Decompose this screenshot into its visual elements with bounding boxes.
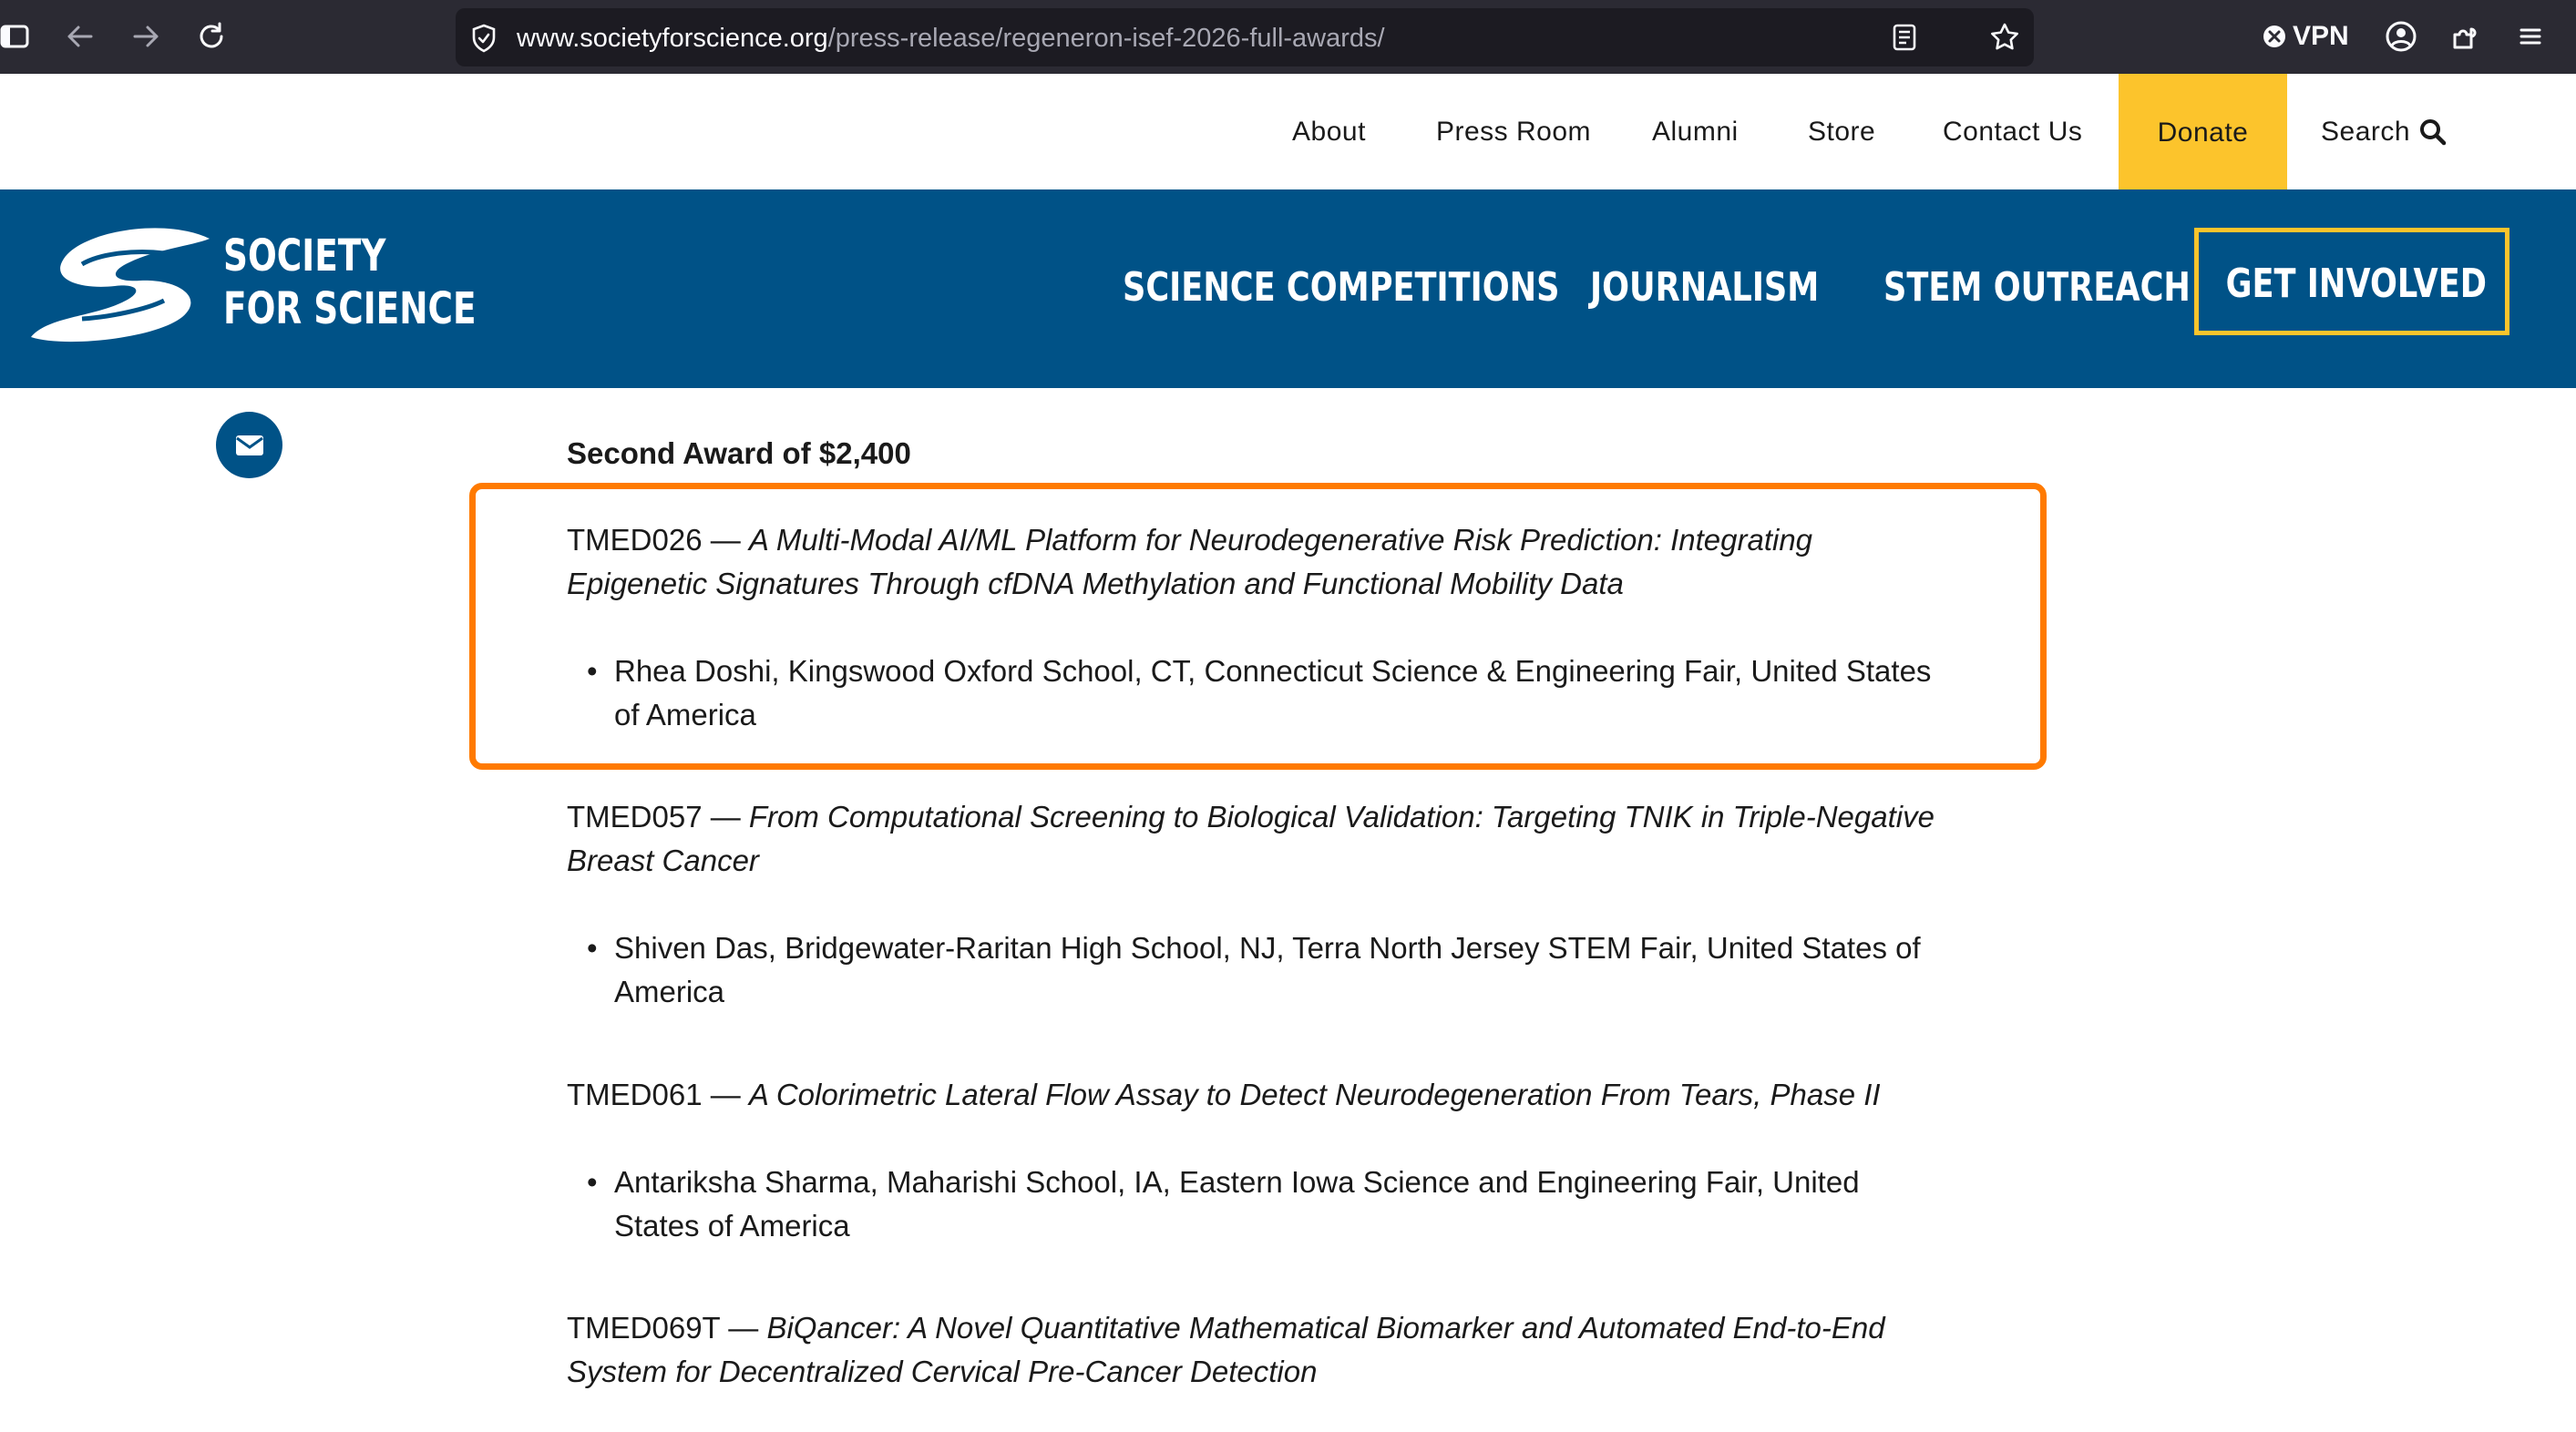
search-link[interactable]: [2321, 114, 2447, 150]
student-info-cont: of America: [614, 698, 756, 731]
bullet-icon: •: [587, 654, 598, 688]
vpn-status-icon: [2262, 24, 2287, 49]
donate-button[interactable]: [2119, 74, 2287, 189]
project-code: TMED057 —: [567, 800, 749, 834]
student-info: Rhea Doshi, Kingswood Oxford School, CT, Connecticut Science & Engineering Fair, United States: [614, 654, 1932, 688]
utility-nav: [0, 74, 2576, 189]
nav-journalism[interactable]: JOURNALISM: [1590, 264, 1820, 311]
logo-line-1: SOCIETY: [223, 230, 386, 281]
logo-wordmark[interactable]: [223, 230, 477, 335]
society-logo-icon[interactable]: [27, 222, 214, 350]
bookmark-star-icon[interactable]: [1988, 21, 2021, 54]
address-bar[interactable]: [456, 8, 2034, 66]
donate-label: Donate: [2157, 118, 2249, 148]
project-entry: [567, 518, 1988, 606]
project-entry: [567, 795, 1988, 883]
nav-science-competitions[interactable]: SCIENCE COMPETITIONS: [1123, 264, 1560, 311]
tracking-shield-icon[interactable]: [468, 23, 499, 54]
vpn-label: VPN: [2293, 21, 2349, 51]
project-title-cont: System for Decentralized Cervical Pre-Cancer Detection: [567, 1355, 1318, 1388]
nav-alumni[interactable]: Alumni: [1652, 117, 1739, 147]
vpn-button[interactable]: [2262, 18, 2349, 55]
back-icon[interactable]: [60, 16, 100, 56]
get-involved-label: GET INVOLVED: [2225, 261, 2487, 307]
nav-press-room[interactable]: Press Room: [1436, 117, 1592, 147]
project-code: TMED069T —: [567, 1311, 767, 1345]
student-info: Antariksha Sharma, Maharishi School, IA, Eastern Iowa Science and Engineering Fair, United: [614, 1165, 1860, 1199]
site-header: [0, 189, 2576, 388]
get-involved-button[interactable]: [2194, 228, 2509, 335]
project-entry: [567, 1306, 1988, 1394]
envelope-icon: [235, 434, 264, 457]
browser-toolbar: [0, 0, 2576, 74]
project-code: TMED026 —: [567, 523, 749, 557]
project-title: BiQancer: A Novel Quantitative Mathematical Biomarker and Automated End-to-End: [766, 1311, 1885, 1345]
nav-store[interactable]: Store: [1808, 117, 1876, 147]
nav-contact-us[interactable]: Contact Us: [1943, 117, 2083, 147]
bullet-icon: •: [587, 931, 598, 965]
nav-about[interactable]: About: [1292, 117, 1366, 147]
project-title-cont: Breast Cancer: [567, 844, 759, 877]
project-code: TMED061 —: [567, 1078, 749, 1111]
project-title: A Multi-Modal AI/ML Platform for Neurodegenerative Risk Prediction: Integrating: [748, 523, 1813, 557]
project-title-cont: Epigenetic Signatures Through cfDNA Methylation and Functional Mobility Data: [567, 567, 1624, 600]
search-label: Search: [2321, 117, 2411, 147]
reader-view-icon[interactable]: [1888, 21, 1921, 54]
bullet-icon: •: [587, 1165, 598, 1199]
student-info-cont: America: [614, 975, 725, 1008]
url-text[interactable]: www.societyforscience.org/press-release/regeneron-isef-2026-full-awards/: [517, 24, 1385, 53]
menu-icon[interactable]: [2510, 16, 2550, 56]
logo-line-2: FOR SCIENCE: [223, 283, 477, 334]
email-share-button[interactable]: [216, 412, 282, 478]
sidebar-toggle-icon[interactable]: [0, 16, 40, 56]
reload-icon[interactable]: [191, 16, 231, 56]
nav-stem-outreach[interactable]: STEM OUTREACH: [1883, 264, 2191, 311]
account-icon[interactable]: [2381, 16, 2421, 56]
project-entry: [567, 1073, 1988, 1117]
student-info-cont: States of America: [614, 1209, 850, 1243]
search-icon: [2419, 118, 2447, 146]
student-info: Shiven Das, Bridgewater-Raritan High School, NJ, Terra North Jersey STEM Fair, United States of: [614, 931, 1921, 965]
forward-icon[interactable]: [126, 16, 166, 56]
project-title: A Colorimetric Lateral Flow Assay to Detect Neurodegeneration From Tears, Phase II: [748, 1078, 1881, 1111]
project-title: From Computational Screening to Biological Validation: Targeting TNIK in Triple-Negative: [748, 800, 1935, 834]
extensions-icon[interactable]: [2446, 16, 2486, 56]
award-heading: Second Award of $2,400: [567, 436, 911, 470]
